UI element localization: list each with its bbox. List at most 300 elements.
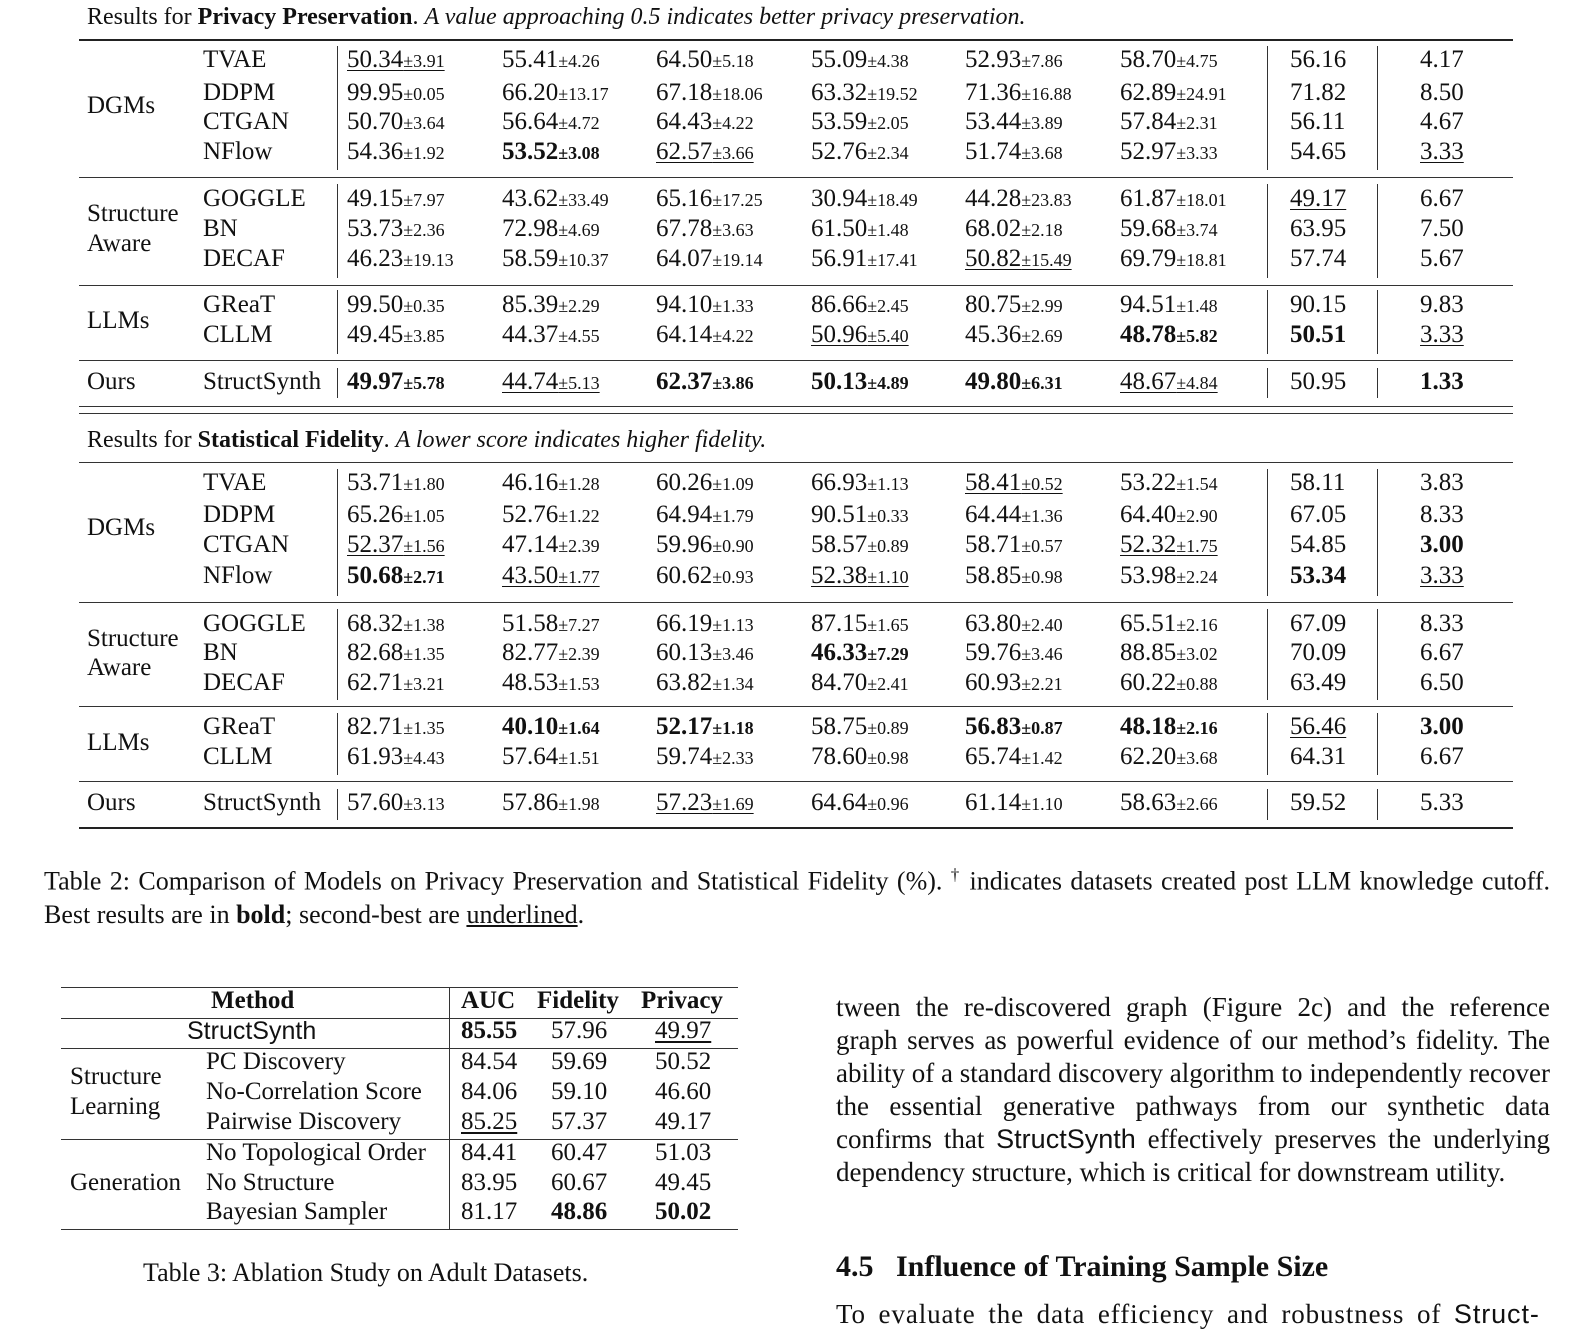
score-cell: [502, 184, 609, 215]
average-rank: 9.83: [1420, 291, 1464, 318]
score-std: ±2.31: [1176, 113, 1218, 133]
score-cell: [656, 320, 754, 351]
score-std: ±3.33: [1176, 143, 1218, 163]
average-rank: 3.00: [1420, 531, 1464, 558]
score-std: ±4.72: [558, 113, 600, 133]
score-cell: [811, 45, 909, 76]
score-cell: [811, 609, 909, 640]
ablation-metric: 84.06: [461, 1078, 518, 1105]
score-cell: [965, 609, 1063, 640]
score-mean: 58.70: [1120, 46, 1177, 73]
table3-bottom-rule: [61, 1229, 738, 1230]
score-mean: 47.14: [502, 531, 559, 558]
fidelity-title-bold: Statistical Fidelity: [197, 427, 384, 453]
score-cell: [656, 668, 754, 699]
score-mean: 58.59: [502, 245, 559, 272]
table2-caption: [44, 858, 1550, 931]
average-rank: 5.67: [1420, 245, 1464, 272]
score-mean: 94.10: [656, 291, 713, 318]
score-mean: 56.83: [965, 713, 1022, 740]
score-cell: [656, 107, 754, 138]
model-name: BN: [203, 215, 238, 242]
table3-header: AUC: [461, 987, 516, 1014]
ablation-metric: 48.86: [551, 1198, 608, 1225]
score-std: ±1.13: [867, 474, 909, 494]
score-std: ±6.31: [1021, 373, 1063, 393]
score-cell: [1120, 367, 1218, 398]
score-mean: 43.50: [502, 562, 559, 589]
score-mean: 86.66: [811, 291, 868, 318]
score-std: ±0.90: [712, 536, 754, 556]
score-mean: 52.76: [811, 138, 868, 165]
score-mean: 69.79: [1120, 245, 1177, 272]
score-std: ±3.13: [403, 794, 445, 814]
score-mean: 52.32: [1120, 531, 1177, 558]
score-mean: 50.82: [965, 245, 1022, 272]
score-cell: [502, 367, 600, 398]
group-rule: [79, 781, 1513, 782]
model-name: GReaT: [203, 713, 276, 740]
score-std: ±3.91: [403, 51, 445, 71]
privacy-title-prefix: Results for: [87, 4, 198, 30]
score-std: ±2.18: [1021, 220, 1063, 240]
score-cell: [965, 320, 1063, 351]
score-std: ±0.35: [403, 296, 445, 316]
score-cell: [811, 500, 909, 531]
ablation-metric: 50.52: [655, 1048, 712, 1075]
score-mean: 59.74: [656, 743, 713, 770]
score-cell: [502, 137, 600, 168]
score-std: ±2.45: [867, 296, 909, 316]
score-mean: 99.95: [347, 79, 404, 106]
privacy-section-title: Results for Privacy Preservation. A value approaching 0.5 indicates better privacy preservation.: [87, 4, 1026, 30]
column-divider: [337, 609, 338, 700]
score-cell: [965, 530, 1063, 561]
score-cell: [1120, 107, 1218, 138]
ablation-method-name: No Topological Order: [206, 1139, 426, 1166]
score-mean: 53.98: [1120, 562, 1177, 589]
score-cell: [965, 742, 1063, 773]
score-std: ±4.55: [558, 326, 600, 346]
score-std: ±0.98: [867, 748, 909, 768]
score-mean: 64.43: [656, 108, 713, 135]
score-cell: [1120, 638, 1218, 669]
average-rank: 3.00: [1420, 713, 1464, 740]
average-score: 67.05: [1290, 501, 1347, 528]
column-divider: [1377, 469, 1378, 596]
score-std: ±0.33: [867, 506, 909, 526]
average-score: 56.46: [1290, 713, 1347, 740]
score-std: ±5.18: [712, 51, 754, 71]
score-cell: [1120, 214, 1218, 245]
score-std: ±1.34: [712, 674, 754, 694]
score-std: ±5.82: [1176, 326, 1218, 346]
score-mean: 64.50: [656, 46, 713, 73]
ablation-metric: 46.60: [655, 1078, 712, 1105]
score-mean: 50.13: [811, 368, 868, 395]
model-name: DDPM: [203, 501, 276, 528]
score-cell: [347, 742, 445, 773]
score-std: ±4.75: [1176, 51, 1218, 71]
score-std: ±15.49: [1021, 250, 1072, 270]
column-divider: [337, 469, 338, 596]
score-std: ±13.17: [558, 84, 609, 104]
score-cell: [656, 45, 754, 76]
ablation-metric: 57.37: [551, 1108, 608, 1135]
score-std: ±1.54: [1176, 474, 1218, 494]
score-mean: 52.37: [347, 531, 404, 558]
score-cell: [347, 244, 454, 275]
score-mean: 63.82: [656, 669, 713, 696]
score-std: ±3.68: [1021, 143, 1063, 163]
score-cell: [347, 290, 445, 321]
score-cell: [656, 137, 754, 168]
score-cell: [811, 244, 918, 275]
score-std: ±4.43: [403, 748, 445, 768]
score-mean: 52.17: [656, 713, 713, 740]
score-cell: [1120, 742, 1218, 773]
score-mean: 46.16: [502, 469, 559, 496]
average-rank: 8.33: [1420, 610, 1464, 637]
ablation-metric: 59.10: [551, 1078, 608, 1105]
average-score: 59.52: [1290, 789, 1347, 816]
score-cell: [965, 244, 1072, 275]
score-mean: 58.41: [965, 469, 1022, 496]
ablation-metric: 83.95: [461, 1169, 518, 1196]
score-std: ±5.78: [403, 373, 445, 393]
score-std: ±1.69: [712, 794, 754, 814]
score-mean: 78.60: [811, 743, 868, 770]
score-mean: 62.37: [656, 368, 713, 395]
ablation-group-label: Generation: [70, 1169, 182, 1196]
score-cell: [502, 290, 600, 321]
score-std: ±19.52: [867, 84, 918, 104]
score-mean: 68.02: [965, 215, 1022, 242]
score-mean: 50.96: [811, 321, 868, 348]
score-mean: 57.23: [656, 789, 713, 816]
ablation-metric: 60.67: [551, 1169, 608, 1196]
score-cell: [656, 788, 754, 819]
para-part-a: tween the re-discovered graph (Figure 2c) and the reference graph serves as powerful evidence of our method’s fidelity. The ability of a standard discovery algorithm to independently recover the essential generative pathways from our synthetic data confirms that: [836, 992, 1550, 1154]
ablation-metric: 85.25: [461, 1108, 518, 1135]
score-cell: [811, 468, 909, 499]
ablation-metric: 85.55: [461, 1017, 518, 1044]
score-std: ±2.16: [1176, 718, 1218, 738]
score-cell: [965, 137, 1063, 168]
score-std: ±3.85: [403, 326, 445, 346]
score-mean: 58.85: [965, 562, 1022, 589]
group-label: Aware: [87, 230, 152, 257]
score-mean: 57.84: [1120, 108, 1177, 135]
model-name: GOGGLE: [203, 185, 306, 212]
score-cell: [347, 668, 445, 699]
score-std: ±10.37: [558, 250, 609, 270]
caption-bold-word: bold: [236, 899, 286, 929]
score-std: ±4.38: [867, 51, 909, 71]
score-std: ±3.68: [1176, 748, 1218, 768]
average-rank: 6.67: [1420, 743, 1464, 770]
score-std: ±18.06: [712, 84, 763, 104]
column-divider: [1377, 368, 1378, 398]
group-label: DGMs: [87, 92, 156, 119]
score-cell: [656, 500, 754, 531]
score-cell: [811, 78, 918, 109]
score-cell: [656, 712, 754, 743]
average-rank: 1.33: [1420, 368, 1464, 395]
score-mean: 46.33: [811, 639, 868, 666]
score-mean: 52.76: [502, 501, 559, 528]
next-line-a: To evaluate the data efficiency and robustness of: [836, 1299, 1454, 1329]
score-std: ±33.49: [558, 190, 609, 210]
score-std: ±5.13: [558, 373, 600, 393]
score-cell: [811, 530, 909, 561]
score-mean: 50.34: [347, 46, 404, 73]
score-cell: [965, 45, 1063, 76]
score-std: ±1.65: [867, 615, 909, 635]
score-cell: [502, 244, 609, 275]
score-mean: 53.73: [347, 215, 404, 242]
ablation-metric: 81.17: [461, 1198, 518, 1225]
score-mean: 87.15: [811, 610, 868, 637]
model-name: CTGAN: [203, 531, 290, 558]
score-mean: 61.50: [811, 215, 868, 242]
score-cell: [965, 78, 1072, 109]
ablation-metric: 57.96: [551, 1017, 608, 1044]
average-rank: 3.33: [1420, 562, 1464, 589]
fidelity-title-desc: A lower score indicates higher fidelity.: [395, 427, 767, 453]
score-cell: [1120, 184, 1227, 215]
score-cell: [1120, 468, 1218, 499]
column-divider: [337, 46, 338, 170]
privacy-title-desc: A value approaching 0.5 indicates better privacy preservation.: [424, 4, 1026, 30]
score-cell: [502, 609, 600, 640]
score-std: ±1.10: [1021, 794, 1063, 814]
score-cell: [965, 561, 1063, 592]
ablation-metric: 49.97: [655, 1017, 712, 1044]
score-mean: 55.09: [811, 46, 868, 73]
average-score: 54.85: [1290, 531, 1347, 558]
score-mean: 66.19: [656, 610, 713, 637]
column-divider: [337, 184, 338, 278]
score-cell: [656, 561, 754, 592]
column-divider: [1377, 184, 1378, 278]
score-cell: [965, 184, 1072, 215]
score-cell: [1120, 320, 1218, 351]
score-std: ±0.88: [1176, 674, 1218, 694]
score-mean: 88.85: [1120, 639, 1177, 666]
score-cell: [347, 367, 445, 398]
average-score: 56.11: [1290, 108, 1346, 135]
average-rank: 4.67: [1420, 108, 1464, 135]
model-name: GOGGLE: [203, 610, 306, 637]
score-mean: 49.97: [347, 368, 404, 395]
score-mean: 63.32: [811, 79, 868, 106]
score-std: ±7.97: [403, 190, 445, 210]
score-cell: [1120, 712, 1218, 743]
score-std: ±2.41: [867, 674, 909, 694]
score-cell: [965, 107, 1063, 138]
score-cell: [347, 561, 445, 592]
score-std: ±19.14: [712, 250, 763, 270]
score-std: ±1.80: [403, 474, 445, 494]
score-std: ±0.98: [1021, 567, 1063, 587]
score-std: ±1.79: [712, 506, 754, 526]
score-cell: [965, 214, 1063, 245]
score-cell: [811, 742, 909, 773]
model-name: NFlow: [203, 562, 273, 589]
score-cell: [1120, 244, 1227, 275]
score-cell: [656, 530, 754, 561]
score-std: ±2.05: [867, 113, 909, 133]
score-cell: [1120, 561, 1218, 592]
caption-mid: ; second-best are: [285, 899, 467, 929]
score-mean: 50.68: [347, 562, 404, 589]
score-std: ±3.63: [712, 220, 754, 240]
group-rule: [79, 706, 1513, 707]
score-mean: 66.93: [811, 469, 868, 496]
column-divider: [337, 713, 338, 775]
table3-column-divider: [449, 987, 450, 1229]
caption-line1-rest: indicates datasets created post LLM knowledge cutoff. Best results are in: [44, 866, 1551, 929]
score-mean: 45.36: [965, 321, 1022, 348]
score-std: ±18.01: [1176, 190, 1227, 210]
score-cell: [347, 214, 445, 245]
ablation-metric: 84.54: [461, 1048, 518, 1075]
score-std: ±5.40: [867, 326, 909, 346]
score-std: ±2.71: [403, 567, 445, 587]
average-score: 67.09: [1290, 610, 1347, 637]
average-score: 64.31: [1290, 743, 1347, 770]
score-cell: [656, 468, 754, 499]
score-cell: [347, 788, 445, 819]
score-mean: 44.74: [502, 368, 559, 395]
score-cell: [502, 45, 600, 76]
score-cell: [1120, 78, 1227, 109]
score-std: ±0.57: [1021, 536, 1063, 556]
score-std: ±16.88: [1021, 84, 1072, 104]
column-divider: [337, 789, 338, 820]
score-std: ±1.18: [712, 718, 754, 738]
score-mean: 60.26: [656, 469, 713, 496]
score-mean: 65.26: [347, 501, 404, 528]
score-cell: [811, 184, 918, 215]
ablation-method-name: No-Correlation Score: [206, 1078, 422, 1105]
average-rank: 3.33: [1420, 138, 1464, 165]
score-cell: [965, 668, 1063, 699]
score-cell: [811, 137, 909, 168]
score-mean: 30.94: [811, 185, 868, 212]
score-std: ±2.24: [1176, 567, 1218, 587]
score-std: ±1.13: [712, 615, 754, 635]
table3-sep-rule: [61, 1139, 738, 1140]
column-divider: [1267, 184, 1268, 278]
average-rank: 6.50: [1420, 669, 1464, 696]
model-name: TVAE: [203, 46, 267, 73]
score-cell: [1120, 45, 1218, 76]
score-mean: 65.74: [965, 743, 1022, 770]
score-std: ±2.99: [1021, 296, 1063, 316]
score-mean: 85.39: [502, 291, 559, 318]
section-title: Influence of Training Sample Size: [896, 1250, 1329, 1283]
score-std: ±1.28: [558, 474, 600, 494]
model-name: TVAE: [203, 469, 267, 496]
score-mean: 82.77: [502, 639, 559, 666]
score-mean: 60.22: [1120, 669, 1177, 696]
average-score: 50.95: [1290, 368, 1347, 395]
score-mean: 82.68: [347, 639, 404, 666]
score-cell: [1120, 530, 1218, 561]
para-structsynth: StructSynth: [996, 1124, 1136, 1154]
score-std: ±17.25: [712, 190, 763, 210]
score-cell: [965, 712, 1063, 743]
score-cell: [347, 609, 445, 640]
score-mean: 99.50: [347, 291, 404, 318]
score-mean: 57.64: [502, 743, 559, 770]
fidelity-section-title: Results for Statistical Fidelity. A lower score indicates higher fidelity.: [87, 427, 767, 453]
score-cell: [656, 742, 754, 773]
score-mean: 66.20: [502, 79, 559, 106]
score-cell: [502, 78, 609, 109]
para-part-b: effectively preserves the underlying dependency structure, which is critical for downstream utility.: [836, 1124, 1550, 1187]
column-divider: [1377, 789, 1378, 820]
group-label: LLMs: [87, 307, 150, 334]
caption-end: .: [577, 899, 585, 929]
score-mean: 53.71: [347, 469, 404, 496]
score-mean: 64.14: [656, 321, 713, 348]
ablation-method-name: Bayesian Sampler: [206, 1198, 388, 1225]
score-cell: [502, 468, 600, 499]
score-std: ±3.64: [403, 113, 445, 133]
score-mean: 94.51: [1120, 291, 1177, 318]
score-std: ±23.83: [1021, 190, 1072, 210]
score-std: ±4.22: [712, 113, 754, 133]
score-cell: [502, 214, 600, 245]
score-mean: 61.93: [347, 743, 404, 770]
score-cell: [656, 184, 763, 215]
ablation-metric: 49.45: [655, 1169, 712, 1196]
score-cell: [656, 78, 763, 109]
score-std: ±4.89: [867, 373, 909, 393]
score-cell: [347, 530, 445, 561]
score-mean: 62.57: [656, 138, 713, 165]
score-std: ±2.90: [1176, 506, 1218, 526]
table2-bottom-rule: [79, 827, 1513, 829]
average-rank: 7.50: [1420, 215, 1464, 242]
score-std: ±2.21: [1021, 674, 1063, 694]
score-mean: 55.41: [502, 46, 559, 73]
score-std: ±2.29: [558, 296, 600, 316]
score-mean: 48.78: [1120, 321, 1177, 348]
group-rule: [79, 177, 1513, 178]
score-cell: [811, 320, 909, 351]
score-mean: 43.62: [502, 185, 559, 212]
score-std: ±1.35: [403, 644, 445, 664]
score-std: ±1.77: [558, 567, 600, 587]
table3-header: Privacy: [641, 987, 723, 1014]
score-mean: 65.51: [1120, 610, 1177, 637]
average-score: 71.82: [1290, 79, 1347, 106]
average-rank: 5.33: [1420, 789, 1464, 816]
score-mean: 59.96: [656, 531, 713, 558]
average-score: 57.74: [1290, 245, 1347, 272]
column-divider: [337, 290, 338, 354]
average-score: 90.15: [1290, 291, 1347, 318]
score-std: ±7.86: [1021, 51, 1063, 71]
group-rule: [79, 360, 1513, 361]
score-mean: 80.75: [965, 291, 1022, 318]
average-score: 50.51: [1290, 321, 1347, 348]
score-cell: [347, 638, 445, 669]
